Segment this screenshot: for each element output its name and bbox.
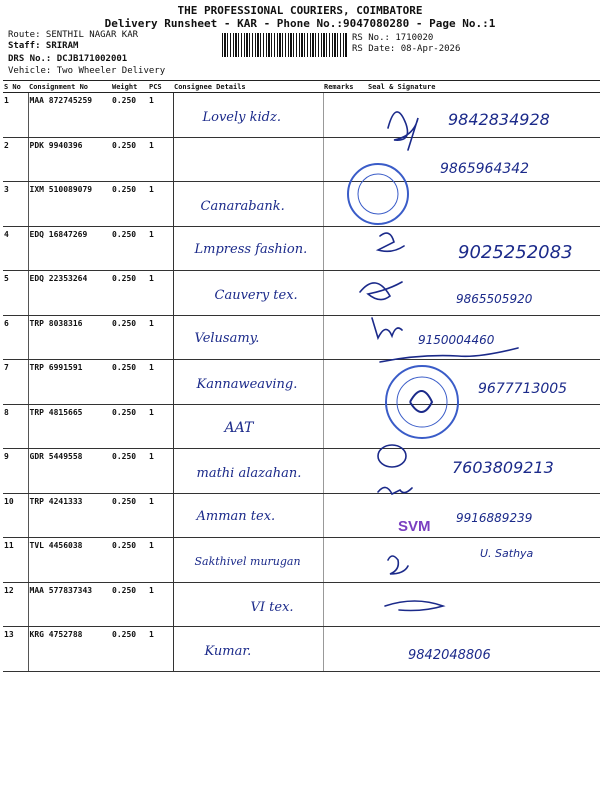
row-signature: 9150004460 (418, 332, 495, 347)
row-sno: 10 (3, 493, 28, 538)
row-weight: 0.250 (111, 360, 148, 405)
row-sno: 6 (3, 315, 28, 360)
row-pcs: 1 (148, 182, 173, 227)
row-signature: 9842048806 (408, 648, 491, 663)
vehicle-label: Vehicle: Two Wheeler Delivery (8, 66, 166, 76)
row-pcs: 1 (148, 137, 173, 182)
row-consignee: Lmpress fashion. (194, 241, 308, 257)
row-consignment-no: TRP 4241333 (28, 493, 111, 538)
row-consignee: Sakthivel murugan (194, 555, 301, 568)
signature-scrawl-5 (360, 282, 402, 300)
row-consignee: VI tex. (250, 599, 294, 615)
row-pcs: 1 (148, 627, 173, 672)
drs-number: DRS No.: DCJB171002001 (8, 54, 128, 64)
signature-loop-icon (378, 445, 406, 467)
row-consignment-no: TRP 4815665 (28, 404, 111, 449)
signature-scrawl-1 (388, 112, 418, 150)
row-consignment-no: IXM 510089079 (28, 182, 111, 227)
row-consignment-no: EDQ 16847269 (28, 226, 111, 271)
row-sno: 2 (3, 137, 28, 182)
rs-number: RS No.: 1710020 (352, 33, 434, 43)
row-pcs: 1 (148, 93, 173, 138)
row-consignee: Velusamy. (194, 330, 260, 346)
row-pcs: 1 (148, 404, 173, 449)
row-consignee: Lovely kidz. (202, 110, 281, 125)
row-sno: 12 (3, 582, 28, 627)
row-sno: 5 (3, 271, 28, 316)
row-weight: 0.250 (111, 582, 148, 627)
row-weight: 0.250 (111, 449, 148, 494)
row-weight: 0.250 (111, 226, 148, 271)
row-pcs: 1 (148, 226, 173, 271)
signature-scrawl-6 (372, 318, 402, 338)
row-sno: 8 (3, 404, 28, 449)
col-weight: Weight (111, 81, 148, 93)
row-weight: 0.250 (111, 315, 148, 360)
row-weight: 0.250 (111, 493, 148, 538)
row-pcs: 1 (148, 271, 173, 316)
row-consignment-no: KRG 4752788 (28, 627, 111, 672)
row-consignee: Amman tex. (196, 508, 276, 524)
row-consignment-no: TVL 4456038 (28, 538, 111, 583)
col-pcs: PCS (148, 81, 173, 93)
row-sno: 1 (3, 93, 28, 138)
rs-date: RS Date: 08-Apr-2026 (352, 44, 461, 54)
row-sno: 13 (3, 627, 28, 672)
row-pcs: 1 (148, 582, 173, 627)
row-signature: 9842834928 (448, 110, 550, 129)
row-signature: 9865505920 (456, 292, 533, 306)
runsheet-subtitle: Delivery Runsheet - KAR - Phone No.:9047080280 - Page No.:1 (104, 17, 496, 30)
row-consignment-no: PDK 9940396 (28, 137, 111, 182)
row-signature: 9025252083 (458, 241, 573, 263)
col-consignee: Consignee Details (173, 81, 323, 93)
row-weight: 0.250 (111, 404, 148, 449)
row-sno: 9 (3, 449, 28, 494)
svm-stamp: SVM (398, 518, 431, 535)
row-weight: 0.250 (111, 137, 148, 182)
col-signature: Seal & Signature (367, 81, 600, 93)
row-signature: 9865964342 (440, 160, 530, 177)
row-sno: 7 (3, 360, 28, 405)
row-pcs: 1 (148, 360, 173, 405)
row-weight: 0.250 (111, 93, 148, 138)
signature-scrawl-7 (380, 348, 518, 362)
row-signature: 9677713005 (478, 381, 568, 397)
col-consignment: Consignment No (28, 81, 111, 93)
row-weight: 0.250 (111, 538, 148, 583)
row-consignee: Canarabank. (200, 199, 285, 214)
row-signature: U. Sathya (480, 547, 534, 560)
row-consignment-no: EDQ 22353264 (28, 271, 111, 316)
row-signature: 7603809213 (452, 458, 554, 477)
row-weight: 0.250 (111, 627, 148, 672)
signature-scrawl-4 (378, 233, 404, 251)
col-remarks: Remarks (323, 81, 367, 93)
row-consignment-no: GDR 5449558 (28, 449, 111, 494)
row-pcs: 1 (148, 449, 173, 494)
row-consignee: AAT (224, 419, 254, 436)
route-label: Route: SENTHIL NAGAR KAR (8, 30, 139, 40)
row-consignee: Kannaweaving. (196, 377, 298, 392)
row-pcs: 1 (148, 493, 173, 538)
signature-scrawl-10 (378, 487, 412, 494)
row-consignee: Kumar. (204, 644, 252, 659)
row-sno: 11 (3, 538, 28, 583)
row-consignee: Cauvery tex. (214, 288, 298, 303)
row-signature: 9916889239 (456, 510, 533, 525)
row-consignment-no: TRP 8038316 (28, 315, 111, 360)
col-sno: S No (3, 81, 28, 93)
staff-label: Staff: SRIRAM (8, 41, 79, 51)
circular-stamp-icon (386, 366, 458, 438)
row-pcs: 1 (148, 538, 173, 583)
row-sno: 4 (3, 226, 28, 271)
signature-scrawl-13 (385, 601, 443, 611)
row-pcs: 1 (148, 315, 173, 360)
row-weight: 0.250 (111, 182, 148, 227)
row-weight: 0.250 (111, 271, 148, 316)
document-title: THE PROFESSIONAL COURIERS, COIMBATORE (177, 4, 423, 17)
signature-scrawl-12 (388, 556, 408, 574)
row-consignment-no: MAA 577837343 (28, 582, 111, 627)
row-consignment-no: TRP 6991591 (28, 360, 111, 405)
row-sno: 3 (3, 182, 28, 227)
row-consignment-no: MAA 872745259 (28, 93, 111, 138)
row-consignee: mathi alazahan. (196, 466, 302, 481)
circular-stamp-icon (348, 164, 408, 224)
